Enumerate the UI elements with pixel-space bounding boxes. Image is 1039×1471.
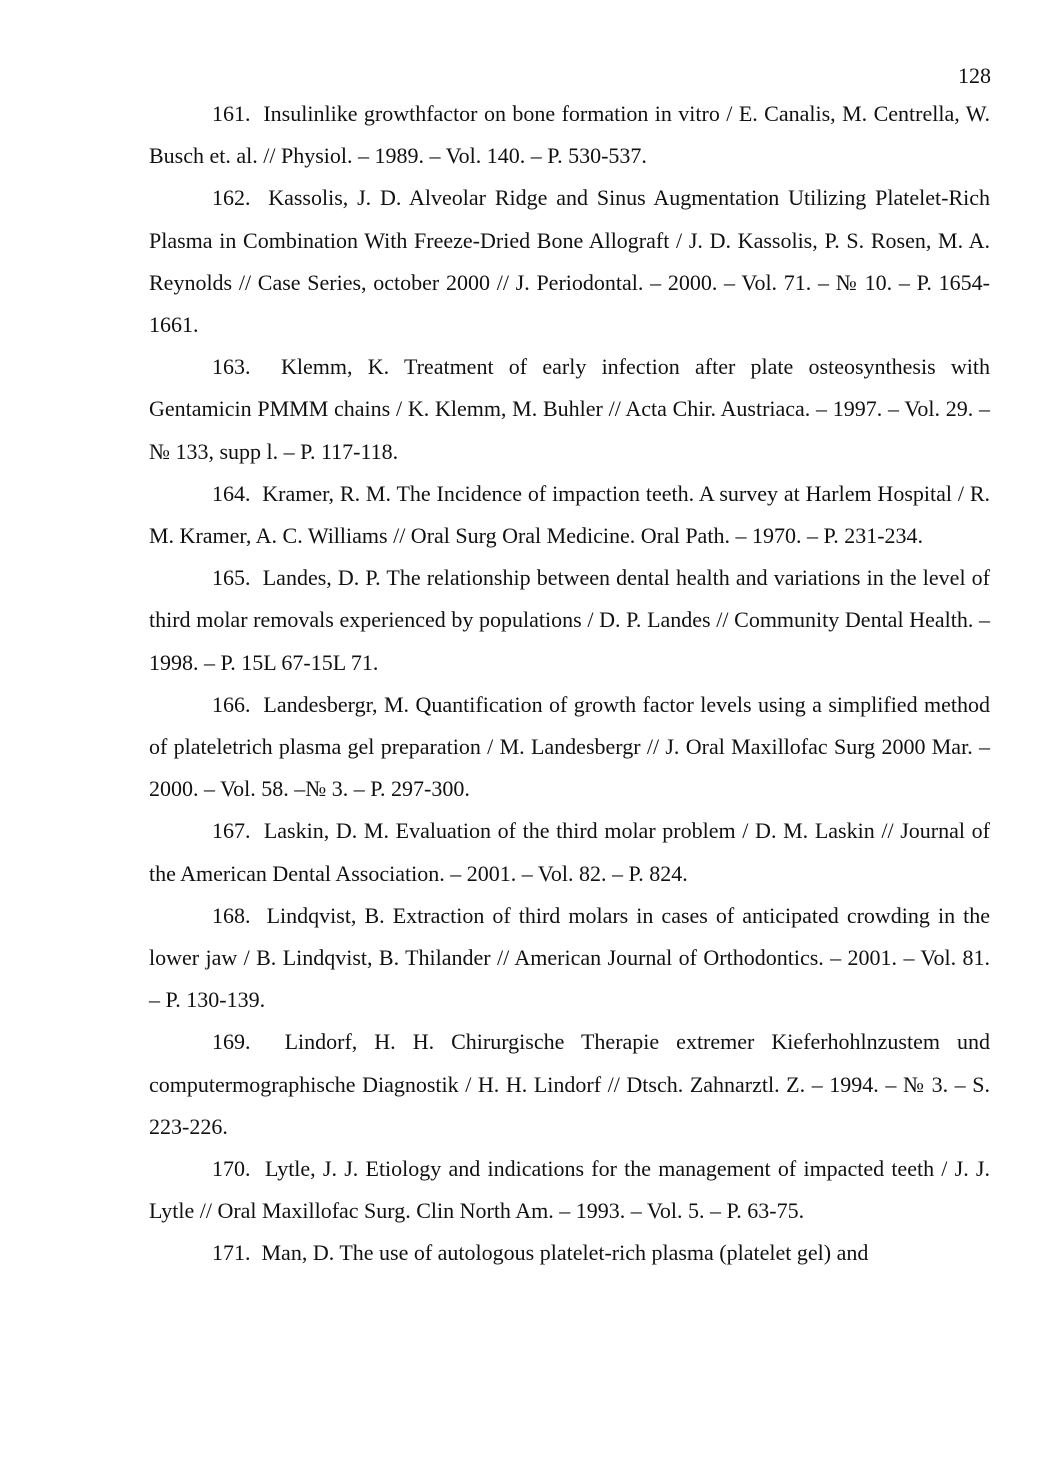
reference-text: Man, D. The use of autologous platelet-rich plasma (platelet gel) and (261, 1240, 869, 1266)
reference-number: 167. (212, 818, 251, 844)
reference-item-170 (149, 1148, 990, 1232)
reference-item-166 (149, 684, 990, 811)
reference-text: Lytle, J. J. Etiology and indications for the management of impacted teeth / J. J. Lytle // Oral Maxillofac Surg. Clin North Am. – 1993. – Vol. 5. – P. 63-75. (149, 1156, 990, 1224)
reference-number: 170. (212, 1156, 251, 1182)
reference-text: Lindqvist, B. Extraction of third molars in cases of anticipated crowding in the lower jaw / B. Lindqvist, B. Thilander // American Journal of Orthodontics. – 2001. – Vol. 81. – P. 130-139. (149, 902, 990, 1013)
reference-item-167 (149, 810, 990, 894)
reference-text: Insulinlike growthfactor on bone formation in vitro / E. Canalis, M. Centrella, W. Busch et. al. // Physiol. – 1989. – Vol. 140. – P. 530-537. (149, 101, 990, 169)
reference-number: 169. (212, 1029, 251, 1055)
reference-item-161 (149, 93, 990, 177)
page-number: 128 (958, 63, 991, 88)
reference-list (149, 93, 990, 1275)
reference-number: 162. (212, 185, 251, 211)
reference-text: Laskin, D. M. Evaluation of the third molar problem / D. M. Laskin // Journal of the American Dental Association. – 2001. – Vol. 82. – P. 824. (149, 818, 990, 886)
reference-item-163 (149, 346, 990, 473)
reference-item-168 (149, 895, 990, 1022)
reference-item-162 (149, 177, 990, 346)
reference-text: Kramer, R. M. The Incidence of impaction teeth. A survey at Harlem Hospital / R. M. Kramer, A. C. Williams // Oral Surg Oral Medicine. Oral Path. – 1970. – P. 231-234. (149, 480, 990, 549)
reference-number: 166. (212, 691, 251, 717)
reference-number: 168. (212, 902, 251, 928)
reference-number: 164. (212, 480, 251, 506)
reference-item-165 (149, 557, 990, 684)
reference-item-164 (149, 473, 990, 557)
reference-text: Lindorf, H. H. Chirurgische Therapie extremer Kieferhohlnzustem und computermographische Diagnostik / H. H. Lindorf // Dtsch. Zahnarztl. Z. – 1994. – № 3. – S. 223-226. (149, 1029, 991, 1139)
reference-text: Kassolis, J. D. Alveolar Ridge and Sinus Augmentation Utilizing Platelet-Rich Plasma in Combination With Freeze-Dried Bone Allograft / J. D. Kassolis, P. S. Rosen, M. A. Reynolds // Case Series, october 2000 // J. Periodontal. – 2000. – Vol. 71. – № 10. – P. 1654-1661. (149, 185, 990, 338)
reference-text: Landes, D. P. The relationship between dental health and variations in the level of third molar removals experienced by populations / D. P. Landes // Community Dental Health. – 1998. – P. 15L 67-15L 71. (149, 565, 990, 675)
reference-item-171 (149, 1232, 990, 1274)
reference-text: Klemm, K. Treatment of early infection after plate osteosynthesis with Gentamicin PMMM chains / K. Klemm, M. Buhler // Acta Chir. Austriaca. – 1997. – Vol. 29. – № 133, supp l. – P. 117-118. (149, 354, 990, 464)
reference-item-169 (149, 1021, 990, 1148)
reference-number: 171. (212, 1240, 251, 1266)
reference-number: 161. (212, 101, 251, 126)
reference-text: Landesbergr, M. Quantification of growth factor levels using a simplified method of plateletrich plasma gel preparation / M. Landesbergr // J. Oral Maxillofac Surg 2000 Mar. – 2000. – Vol. 58. –№ 3. – P. 297-300. (149, 691, 991, 802)
reference-number: 163. (212, 354, 251, 380)
reference-number: 165. (212, 565, 251, 591)
